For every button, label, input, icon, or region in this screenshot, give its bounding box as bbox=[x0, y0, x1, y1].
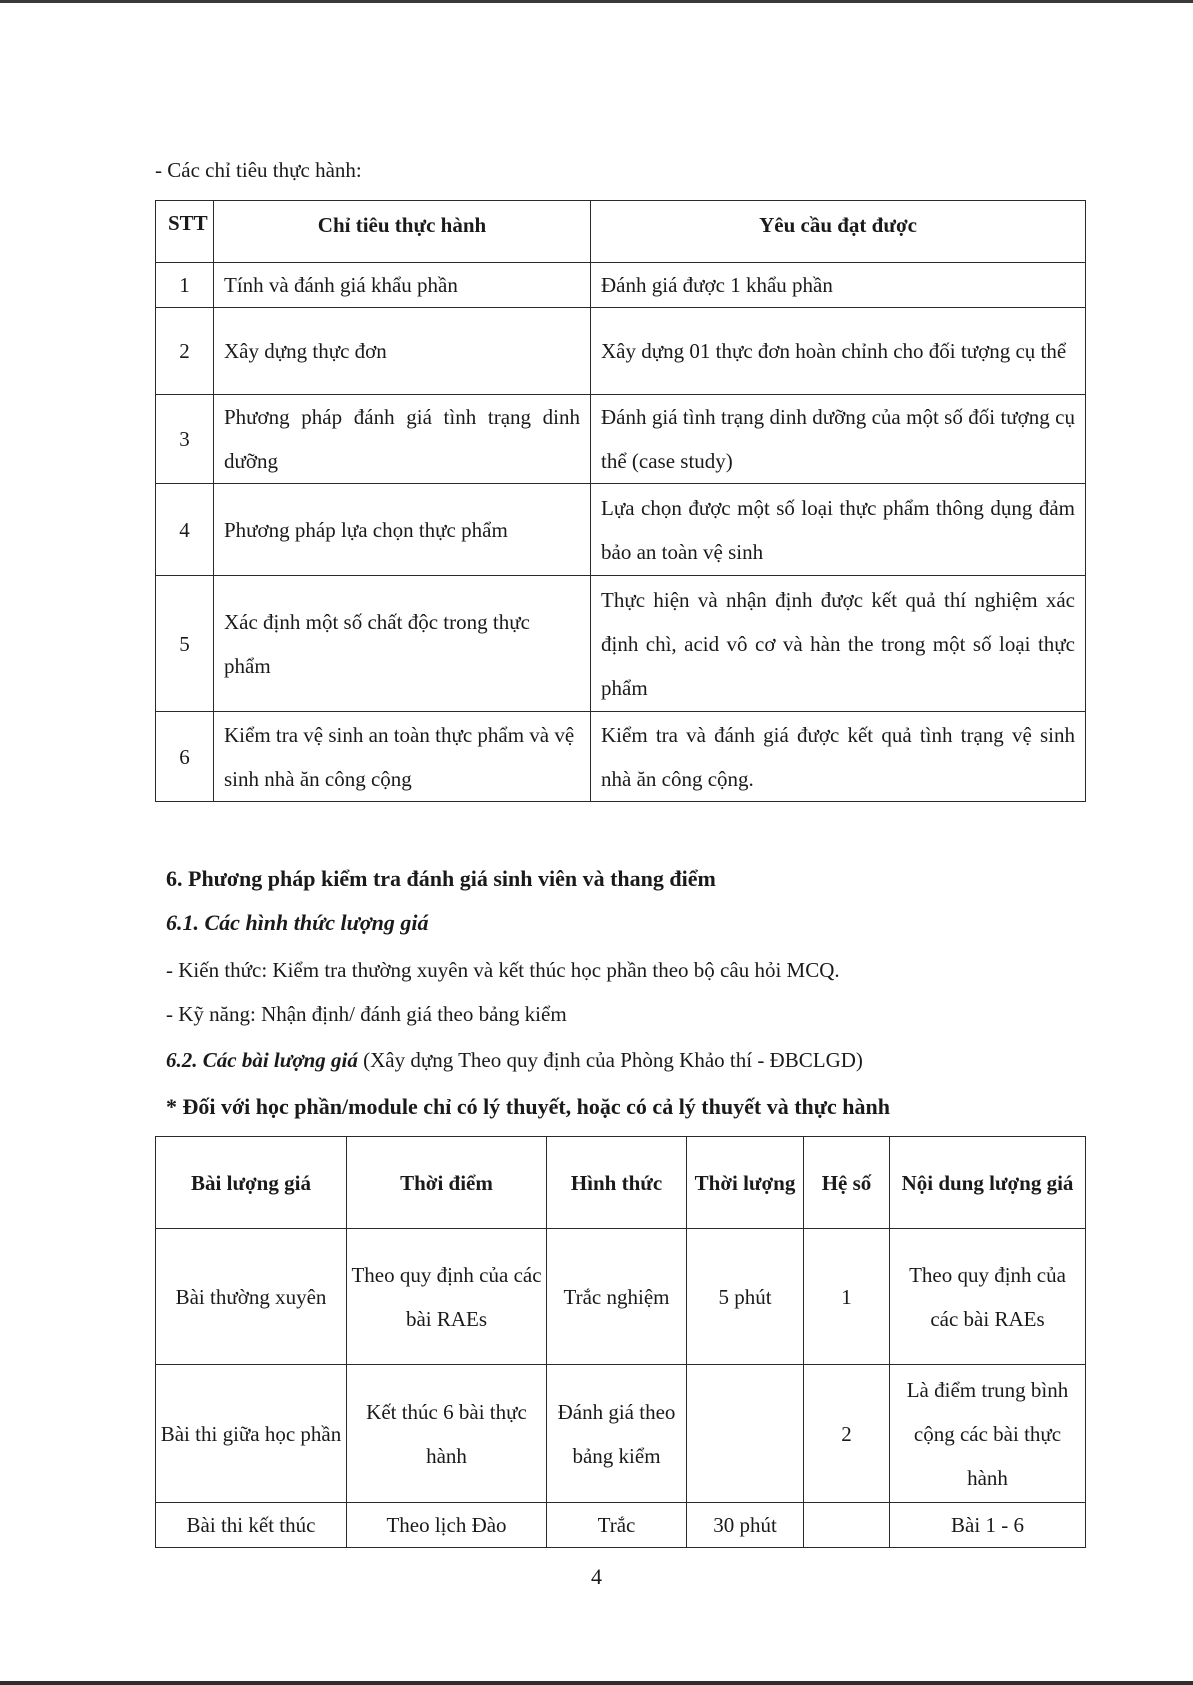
row-content: Bài 1 - 6 bbox=[890, 1503, 1086, 1548]
row-stt: 4 bbox=[156, 484, 214, 576]
header-coefficient: Hệ số bbox=[804, 1137, 890, 1229]
header-form: Hình thức bbox=[547, 1137, 687, 1229]
table-header-row bbox=[156, 201, 1086, 263]
row-name: Bài thi giữa học phần bbox=[156, 1365, 347, 1503]
row-requirement: Thực hiện và nhận định được kết quả thí nghiệm xác định chì, acid vô cơ và hàn the trong một số loại thực phẩm bbox=[591, 576, 1086, 712]
row-target: Phương pháp đánh giá tình trạng dinh dưỡng bbox=[214, 395, 591, 484]
row-coefficient: 1 bbox=[804, 1229, 890, 1365]
section-6-1-heading: 6.1. Các hình thức lượng giá bbox=[166, 910, 429, 935]
practice-targets-table bbox=[155, 200, 1086, 802]
table-row bbox=[156, 1503, 1086, 1548]
knowledge-line: - Kiến thức: Kiểm tra thường xuyên và kết thúc học phần theo bộ câu hỏi MCQ. bbox=[166, 958, 840, 982]
row-requirement: Đánh giá được 1 khẩu phần bbox=[591, 263, 1086, 308]
row-stt: 5 bbox=[156, 576, 214, 712]
row-time: Theo quy định của các bài RAEs bbox=[347, 1229, 547, 1365]
row-requirement: Lựa chọn được một số loại thực phẩm thông dụng đảm bảo an toàn vệ sinh bbox=[591, 484, 1086, 576]
row-time: Kết thúc 6 bài thực hành bbox=[347, 1365, 547, 1503]
header-duration: Thời lượng bbox=[687, 1137, 804, 1229]
row-target: Phương pháp lựa chọn thực phẩm bbox=[214, 484, 591, 576]
section-6-heading: 6. Phương pháp kiểm tra đánh giá sinh viên và thang điểm bbox=[166, 866, 716, 891]
row-name: Bài thi kết thúc bbox=[156, 1503, 347, 1548]
table-row bbox=[156, 712, 1086, 802]
header-content: Nội dung lượng giá bbox=[890, 1137, 1086, 1229]
row-content: Theo quy định của các bài RAEs bbox=[890, 1229, 1086, 1365]
section-6-2-note: (Xây dựng Theo quy định của Phòng Khảo thí - ĐBCLGD) bbox=[357, 1048, 863, 1072]
module-note: * Đối với học phần/module chỉ có lý thuyết, hoặc có cả lý thuyết và thực hành bbox=[166, 1094, 890, 1119]
page-number: 4 bbox=[591, 1564, 602, 1589]
section-6-2-lead: 6.2. Các bài lượng giá bbox=[166, 1048, 358, 1072]
row-content: Là điểm trung bình cộng các bài thực hành bbox=[890, 1365, 1086, 1503]
row-time: Theo lịch Đào bbox=[347, 1503, 547, 1548]
row-duration: 5 phút bbox=[687, 1229, 804, 1365]
assessment-table bbox=[155, 1136, 1086, 1548]
table-row bbox=[156, 395, 1086, 484]
header-name: Bài lượng giá bbox=[156, 1137, 347, 1229]
header-time: Thời điểm bbox=[347, 1137, 547, 1229]
row-target: Kiểm tra vệ sinh an toàn thực phẩm và vệ sinh nhà ăn công cộng bbox=[214, 712, 591, 802]
row-requirement: Kiểm tra và đánh giá được kết quả tình trạng vệ sinh nhà ăn công cộng. bbox=[591, 712, 1086, 802]
section-6-2-heading bbox=[166, 1048, 863, 1073]
row-form: Trắc nghiệm bbox=[547, 1229, 687, 1365]
table-row bbox=[156, 1229, 1086, 1365]
row-requirement: Xây dựng 01 thực đơn hoàn chỉnh cho đối tượng cụ thể bbox=[591, 308, 1086, 395]
header-stt: STT bbox=[156, 201, 214, 263]
row-stt: 1 bbox=[156, 263, 214, 308]
row-stt: 3 bbox=[156, 395, 214, 484]
table-row bbox=[156, 308, 1086, 395]
table-header-row bbox=[156, 1137, 1086, 1229]
row-stt: 2 bbox=[156, 308, 214, 395]
top-scan-edge bbox=[0, 0, 1193, 3]
row-name: Bài thường xuyên bbox=[156, 1229, 347, 1365]
row-duration bbox=[687, 1365, 804, 1503]
row-target: Xác định một số chất độc trong thực phẩm bbox=[214, 576, 591, 712]
row-duration: 30 phút bbox=[687, 1503, 804, 1548]
row-coefficient bbox=[804, 1503, 890, 1548]
bottom-scan-edge bbox=[0, 1681, 1193, 1685]
row-coefficient: 2 bbox=[804, 1365, 890, 1503]
table-row bbox=[156, 576, 1086, 712]
header-target: Chỉ tiêu thực hành bbox=[214, 201, 591, 263]
table-row bbox=[156, 484, 1086, 576]
skills-line: - Kỹ năng: Nhận định/ đánh giá theo bảng kiểm bbox=[166, 1002, 567, 1026]
row-form: Trắc bbox=[547, 1503, 687, 1548]
row-target: Xây dựng thực đơn bbox=[214, 308, 591, 395]
table-row bbox=[156, 1365, 1086, 1503]
row-target: Tính và đánh giá khẩu phần bbox=[214, 263, 591, 308]
practice-intro: - Các chỉ tiêu thực hành: bbox=[155, 158, 362, 182]
row-requirement: Đánh giá tình trạng dinh dưỡng của một số đối tượng cụ thể (case study) bbox=[591, 395, 1086, 484]
table-row bbox=[156, 263, 1086, 308]
row-stt: 6 bbox=[156, 712, 214, 802]
header-requirement: Yêu cầu đạt được bbox=[591, 201, 1086, 263]
row-form: Đánh giá theo bảng kiểm bbox=[547, 1365, 687, 1503]
